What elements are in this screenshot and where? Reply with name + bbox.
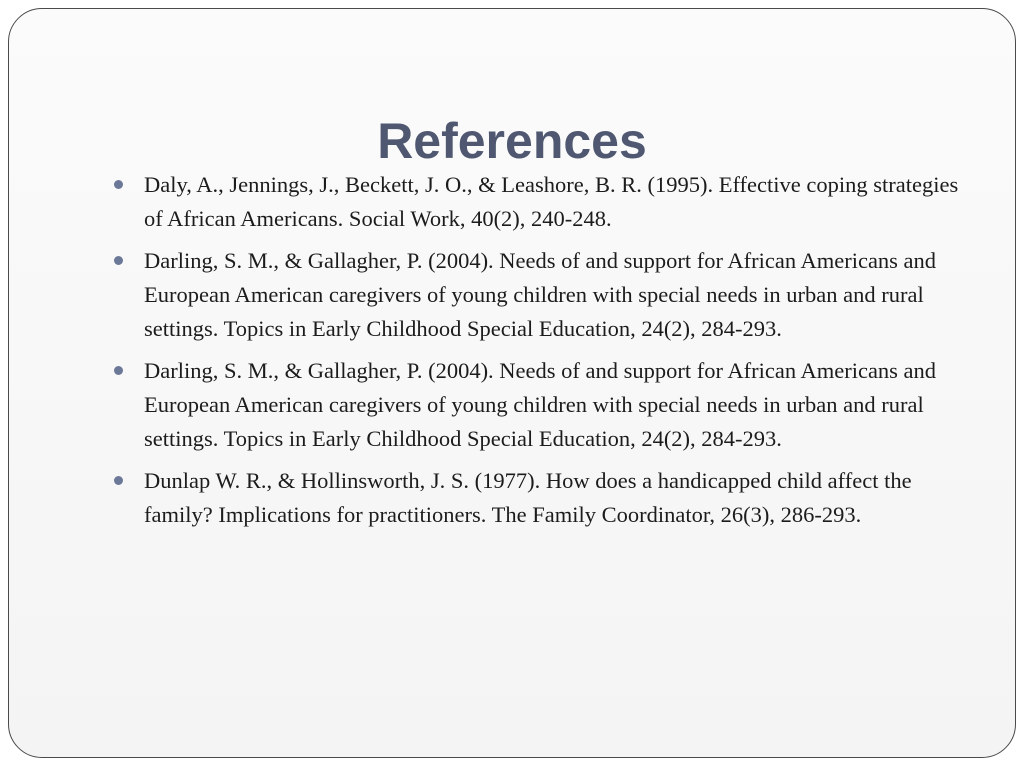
reference-text: Dunlap W. R., & Hollinsworth, J. S. (1977). How does a handicapped child affect the family? Implications for practitioners. The Family Coordinator, 26(3), 286-293. — [144, 468, 912, 527]
reference-item — [112, 168, 972, 236]
reference-text: Daly, A., Jennings, J., Beckett, J. O., & Leashore, B. R. (1995). Effective coping strategies of African Americans. Social Work, 40(2), 240-248. — [144, 172, 959, 231]
reference-item — [112, 354, 972, 456]
reference-list — [112, 168, 972, 540]
reference-item — [112, 464, 972, 532]
reference-text: Darling, S. M., & Gallagher, P. (2004). Needs of and support for African Americans and European American caregivers of young children with special needs in urban and rural settings. Topics in Early Childhood Special Education, 24(2), 284-293. — [144, 358, 937, 451]
reference-text: Darling, S. M., & Gallagher, P. (2004). Needs of and support for African Americans and European American caregivers of young children with special needs in urban and rural settings. Topics in Early Childhood Special Education, 24(2), 284-293. — [144, 248, 937, 341]
reference-item — [112, 244, 972, 346]
bullet-icon — [114, 366, 123, 375]
bullet-icon — [114, 476, 123, 485]
bullet-icon — [114, 180, 123, 189]
slide-title: References — [377, 112, 647, 169]
bullet-icon — [114, 256, 123, 265]
